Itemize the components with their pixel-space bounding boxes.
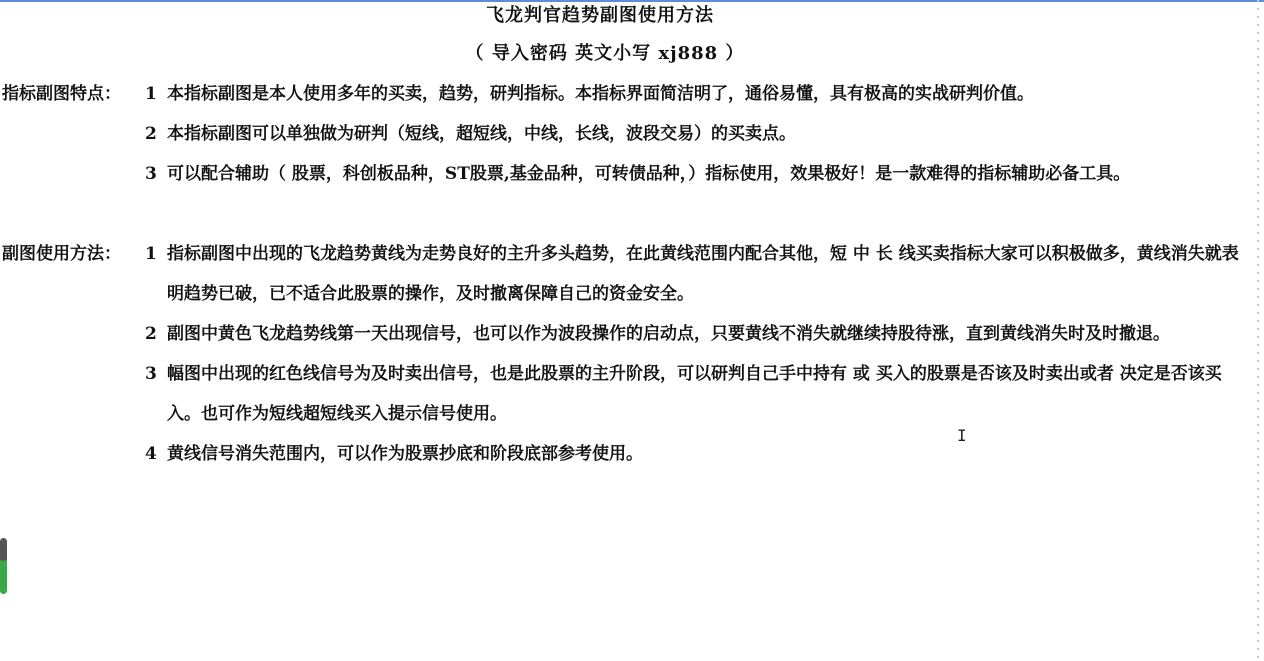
- usage-item-4: [145, 434, 1240, 474]
- item-number: 3: [145, 364, 157, 384]
- features-heading: 指标副图特点：: [2, 84, 121, 104]
- features-section: [0, 74, 1250, 194]
- usage-section: [0, 234, 1250, 474]
- item-text: 本指标副图可以单独做为研判（短线，超短线，中线，长线，波段交易）的买卖点。: [167, 124, 796, 144]
- document-subtitle: （ 导入密码 英文小写 xj888 ）: [465, 43, 745, 64]
- features-item-3: [145, 154, 1240, 194]
- item-number: 2: [145, 324, 157, 344]
- item-number: 3: [145, 164, 157, 184]
- features-item-2: [145, 114, 1240, 154]
- item-number: 1: [145, 84, 157, 104]
- usage-item-1: [145, 234, 1240, 314]
- item-number: 2: [145, 124, 157, 144]
- item-text: 本指标副图是本人使用多年的买卖，趋势，研判指标。本指标界面简洁明了，通俗易懂，具有极高的实战研判价值。: [167, 84, 1034, 104]
- usage-heading: 副图使用方法：: [2, 244, 121, 264]
- item-text: 指标副图中出现的飞龙趋势黄线为走势良好的主升多头趋势，在此黄线范围内配合其他，短 中 长 线买卖指标大家可以积极做多，黄线消失就表明趋势已破，已不适合此股票的操作，及时撤离保障自己的资金安全。: [167, 244, 1239, 304]
- item-text: 可以配合辅助（ 股票，科创板品种，ST股票,基金品种，可转债品种，）指标使用，效果极好！是一款难得的指标辅助必备工具。: [167, 164, 1131, 184]
- features-item-1: [145, 74, 1240, 114]
- item-text: 幅图中出现的红色线信号为及时卖出信号，也是此股票的主升阶段，可以研判自己手中持有 或 买入的股票是否该及时卖出或者 决定是否该买入。也可作为短线超短线买入提示信号使用。: [167, 364, 1222, 424]
- item-number: 4: [145, 444, 157, 464]
- document-title: 飞龙判官趋势副图使用方法: [486, 5, 714, 26]
- usage-item-2: [145, 314, 1240, 354]
- item-number: 1: [145, 244, 157, 264]
- text-cursor-icon: I: [957, 426, 967, 445]
- right-edge-divider: [1257, 0, 1259, 661]
- item-text: 黄线信号消失范围内，可以作为股票抄底和阶段底部参考使用。: [167, 444, 643, 464]
- item-text: 副图中黄色飞龙趋势线第一天出现信号，也可以作为波段操作的启动点，只要黄线不消失就继续持股待涨，直到黄线消失时及时撤退。: [167, 324, 1170, 344]
- usage-item-3: [145, 354, 1240, 434]
- scroll-indicator[interactable]: [0, 538, 7, 594]
